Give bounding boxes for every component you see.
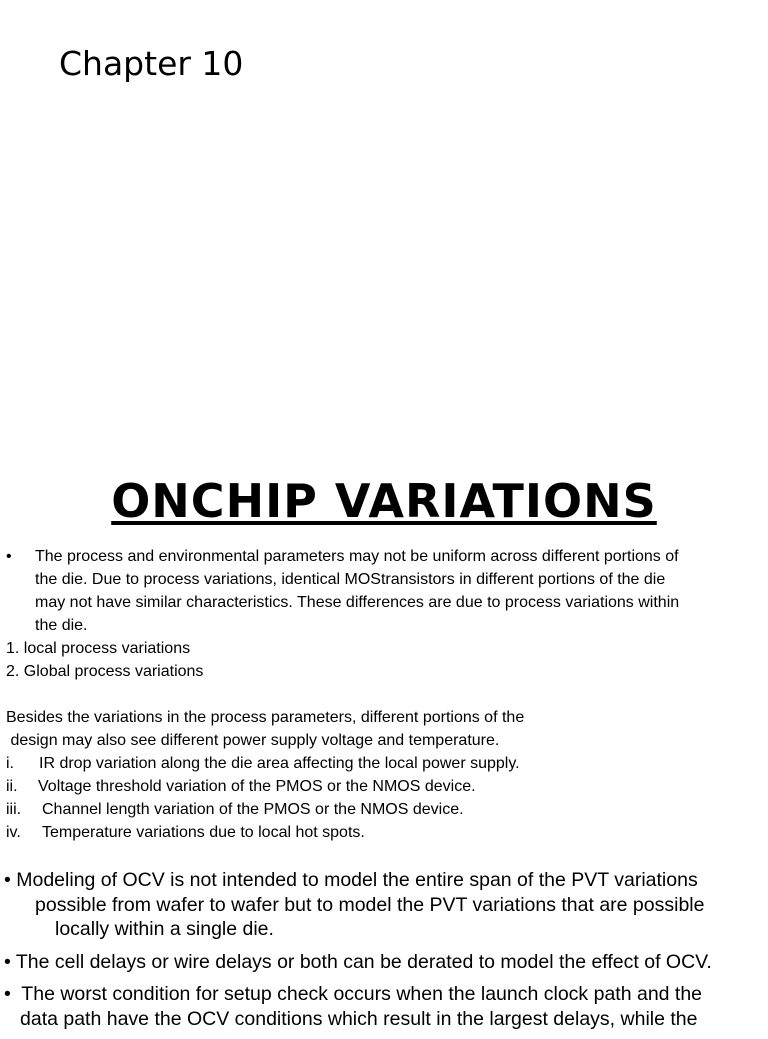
page-heading: ONCHIP VARIATIONS <box>111 474 657 528</box>
intro-line: may not have similar characteristics. These differences are due to process variations within <box>35 594 680 611</box>
ocv-bullet <box>4 950 756 975</box>
ocv-bullet-line: • The cell delays or wire delays or both can be derated to model the effect of OCV. <box>4 950 712 973</box>
ocv-bullet-line: • Modeling of OCV is not intended to model the entire span of the PVT variations <box>4 869 698 891</box>
chapter-title: Chapter 10 <box>59 44 244 83</box>
intro-line: The process and environmental parameters may not be uniform across different portions of <box>35 548 679 565</box>
roman-numeral: iii. <box>6 801 22 818</box>
roman-list-item <box>6 798 754 821</box>
intro-bullet <box>6 545 754 637</box>
ocv-bullet-line: locally within a single die. <box>55 918 274 940</box>
bullet-marker: • <box>6 548 12 565</box>
roman-numeral: iv. <box>6 824 21 841</box>
ocv-bullet-line: data path have the OCV conditions which result in the largest delays, while the <box>20 1007 698 1030</box>
ocv-bullet-line: possible from wafer to wafer but to model the PVT variations that are possible <box>35 893 705 916</box>
roman-numeral: i. <box>6 755 14 772</box>
spacer <box>6 683 754 706</box>
roman-list-item <box>6 775 754 798</box>
process-list-item: 2. Global process variations <box>6 663 204 680</box>
roman-text: IR drop variation along the die area affecting the local power supply. <box>39 755 520 772</box>
besides-line: design may also see different power supply voltage and temperature. <box>6 732 500 749</box>
roman-list-item <box>6 752 754 775</box>
roman-text: Temperature variations due to local hot spots. <box>42 824 365 841</box>
roman-numeral: ii. <box>6 778 18 795</box>
intro-line: the die. Due to process variations, identical MOStransistors in different portions of the die <box>35 571 666 588</box>
ocv-bullet-line: • The worst condition for setup check occurs when the launch clock path and the <box>4 983 703 1005</box>
ocv-bullets <box>4 868 756 1039</box>
roman-text: Channel length variation of the PMOS or the NMOS device. <box>42 801 464 818</box>
besides-line: Besides the variations in the process parameters, different portions of the <box>6 709 525 726</box>
ocv-bullet <box>4 868 756 942</box>
roman-text: Voltage threshold variation of the PMOS or the NMOS device. <box>38 778 476 795</box>
roman-list-item <box>6 821 754 844</box>
process-list-item: 1. local process variations <box>6 640 191 657</box>
body-content <box>6 545 754 844</box>
intro-line: the die. <box>35 617 88 634</box>
